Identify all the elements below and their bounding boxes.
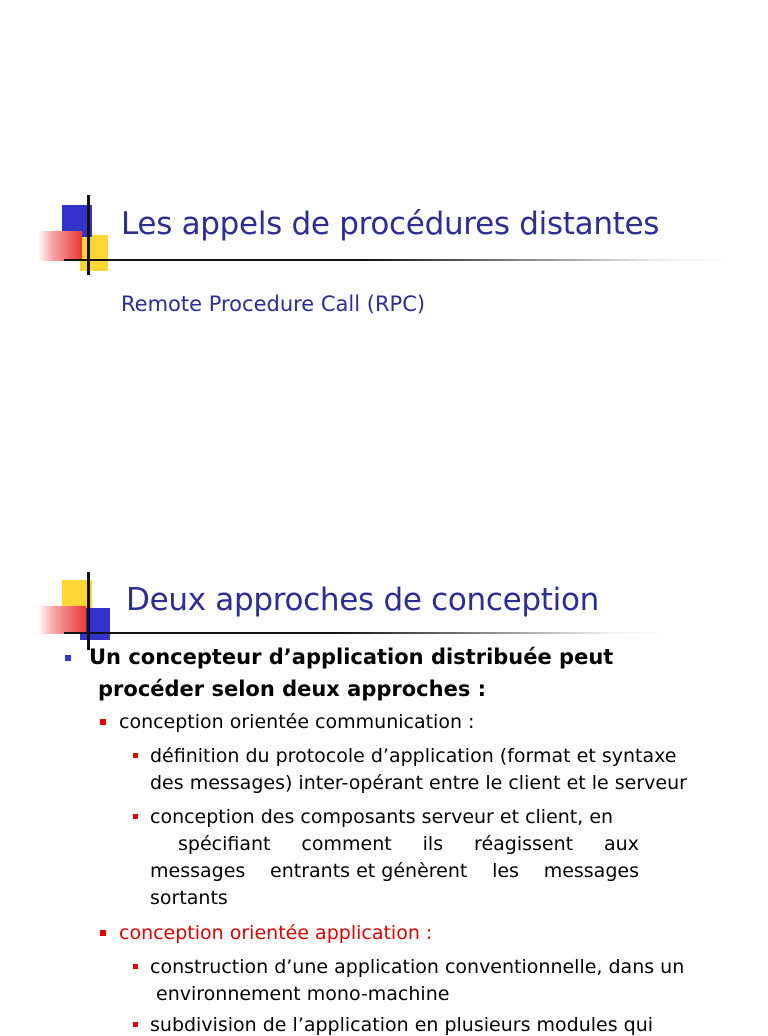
bullet-1-line-1: Un concepteur d’application distribuée peut	[89, 645, 614, 669]
bullet-square-icon	[65, 655, 71, 661]
slide-2	[0, 540, 768, 1036]
bullet-square-icon	[133, 814, 138, 819]
word: réagissent	[474, 833, 574, 855]
item-construction-line-2: environnement mono-machine	[156, 983, 450, 1005]
item-components-line-4: sortants	[150, 887, 228, 909]
word: entrants et génèrent	[270, 860, 468, 882]
logo-vertical-line	[87, 572, 90, 650]
sub-bullet-application: conception orientée application :	[119, 922, 433, 944]
word: comment	[301, 833, 392, 855]
slide-1-subtitle: Remote Procedure Call (RPC)	[121, 292, 426, 316]
bullet-square-icon	[133, 1022, 138, 1027]
item-components-line-3	[150, 860, 639, 882]
item-protocol-line-1: définition du protocole d’application (format et syntaxe	[150, 745, 677, 767]
bullet-1-line-2: procéder selon deux approches :	[98, 677, 487, 701]
bullet-square-icon	[133, 753, 138, 758]
bullet-square-icon	[133, 964, 138, 969]
item-construction-line-1: construction d’une application conventionnelle, dans un	[150, 956, 685, 978]
sub-bullet-communication: conception orientée communication :	[119, 711, 475, 733]
word: les	[492, 860, 519, 882]
word: ils	[422, 833, 444, 855]
bullet-square-icon	[100, 930, 106, 936]
bullet-square-icon	[100, 719, 106, 725]
word: messages	[150, 860, 246, 882]
logo-vertical-line	[87, 195, 90, 275]
slide-2-title: Deux approches de conception	[126, 582, 599, 618]
logo-yellow-square	[80, 235, 108, 271]
word: spécifiant	[178, 833, 271, 855]
title-underline	[64, 632, 668, 634]
word: aux	[604, 833, 639, 855]
item-components-line-1: conception des composants serveur et client, en	[150, 806, 614, 828]
item-protocol-line-2: des messages) inter-opérant entre le client et le serveur	[150, 772, 687, 794]
logo-red-square	[38, 231, 82, 261]
logo-red-square	[38, 606, 86, 634]
title-underline	[64, 259, 728, 261]
slide-1-title: Les appels de procédures distantes	[121, 206, 660, 242]
item-components-line-2	[178, 833, 639, 855]
word: messages	[543, 860, 639, 882]
item-subdivision-line-1: subdivision de l’application en plusieurs modules qui	[150, 1014, 654, 1036]
